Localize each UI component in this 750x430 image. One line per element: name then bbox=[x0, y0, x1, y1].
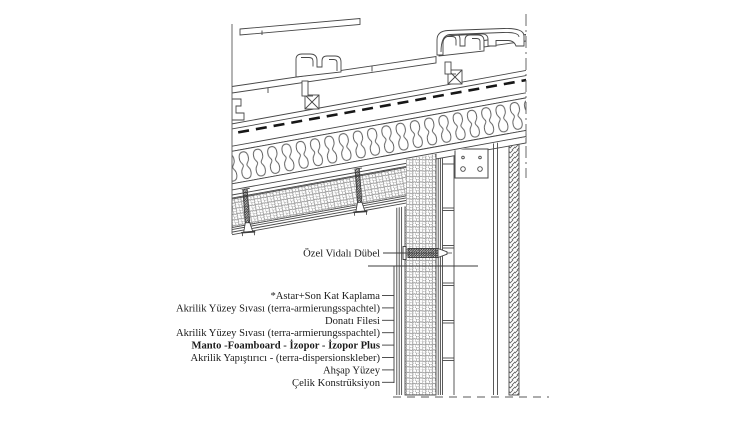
timber-batten-layer bbox=[443, 156, 455, 395]
steel-column bbox=[509, 134, 519, 395]
inner-board-layer bbox=[494, 133, 498, 395]
tile-head bbox=[439, 33, 484, 74]
tile-body-upper bbox=[240, 19, 360, 36]
wall-adhesive-layer bbox=[438, 158, 440, 395]
layer-label-4: Manto -Foamboard - İzopor - İzopor Plus bbox=[191, 340, 380, 352]
layer-label-5: Akrilik Yapıştırıcı - (terra-dispersionskleber) bbox=[190, 353, 380, 364]
layer-label-6: Ahşap Yüzey bbox=[323, 365, 380, 377]
layer-label-1: Akrilik Yüzey Sıvası (terra-armierungsspachtel) bbox=[175, 303, 380, 315]
wall-render-layers bbox=[397, 196, 402, 395]
steel-plate bbox=[455, 149, 488, 178]
layer-label-7: Çelik Konstrüksiyon bbox=[292, 377, 380, 389]
dowel-label: Özel Vidalı Dübel bbox=[303, 248, 380, 260]
wall-eps-board bbox=[405, 148, 436, 395]
roof-batten bbox=[305, 95, 319, 109]
layer-label-0: *Astar+Son Kat Kaplama bbox=[270, 291, 380, 302]
layer-label-3: Akrilik Yüzey Sıvası (terra-armierungsspachtel) bbox=[175, 328, 380, 340]
fascia-end bbox=[232, 99, 244, 120]
layer-label-2: Donatı Filesi bbox=[324, 315, 380, 327]
